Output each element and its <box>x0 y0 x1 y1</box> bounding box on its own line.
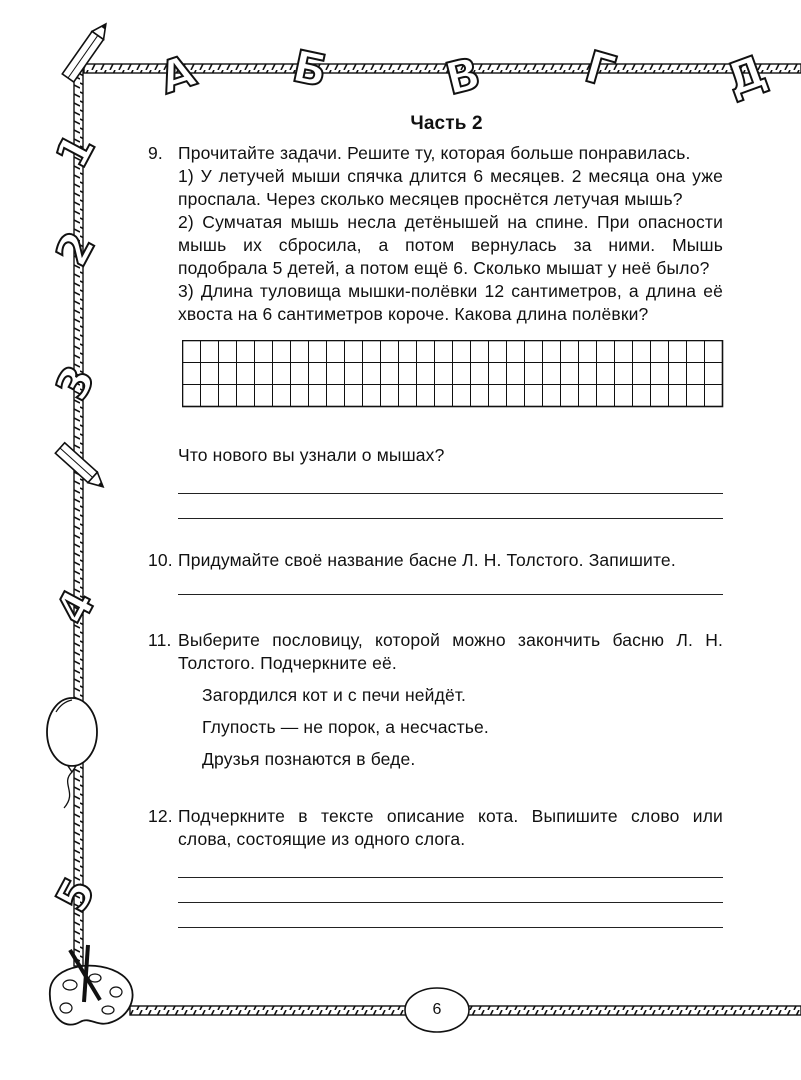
task-9-problem-1: 1) У летучей мыши спячка длится 6 месяцев. 2 месяца она уже проспала. Через сколько месяцев проснётся летучая мышь? <box>178 166 723 209</box>
answer-grid-cells <box>182 340 728 410</box>
balloon-icon <box>47 698 97 808</box>
palette-icon <box>50 945 133 1025</box>
task-9-problem-3: 3) Длина туловища мышки-полёвки 12 сантиметров, а длина её хвоста на 6 сантиметров короче. Какова длина полёвки? <box>178 281 723 324</box>
answer-line[interactable] <box>178 878 723 903</box>
answer-line[interactable] <box>178 903 723 928</box>
header-letter: Г <box>579 41 621 99</box>
header-letter: Б <box>288 40 332 98</box>
left-border <box>74 66 83 966</box>
side-number: 5 <box>46 869 106 921</box>
answer-line[interactable] <box>178 570 723 595</box>
answer-line[interactable] <box>178 853 723 878</box>
task-12-text: Подчеркните в тексте описание кота. Выпишите слово или слова, состоящие из одного слога. <box>178 806 723 849</box>
header-letter: Д <box>719 45 774 107</box>
task-9-problem-2: 2) Сумчатая мышь несла детёнышей на спине. При опасности мышь их сбросила, а потом вернулась за ними. Мышь подобрала 5 детей, а потом ещё 6. Сколько мышат у неё было? <box>178 212 723 278</box>
task-number: 10. <box>148 550 173 570</box>
task-10-text: Придумайте своё название басне Л. Н. Толстого. Запишите. <box>178 550 676 570</box>
part-title: Часть 2 <box>410 113 483 134</box>
side-number: 4 <box>46 581 106 633</box>
task-9-question: Что нового вы узнали о мышах? <box>178 445 445 465</box>
task-number: 11. <box>148 630 172 650</box>
task-10 <box>148 549 723 595</box>
worksheet-content <box>148 112 723 928</box>
task-9-intro: Прочитайте задачи. Решите ту, которая больше понравилась. <box>178 143 691 163</box>
task-number: 9. <box>148 143 163 163</box>
answer-line[interactable] <box>178 494 723 519</box>
task-11 <box>148 629 723 771</box>
task-12 <box>148 805 723 928</box>
task-11-text: Выберите пословицу, которой можно закончить басню Л. Н. Толстого. Подчеркните её. <box>178 630 723 673</box>
side-number: 3 <box>46 357 106 409</box>
proverb-option[interactable]: Загордился кот и с печи нейдёт. <box>202 685 467 705</box>
page-number: 6 <box>432 1001 442 1018</box>
side-number: 1 <box>46 125 106 177</box>
task-9 <box>148 142 723 519</box>
proverb-option[interactable]: Друзья познаются в беде. <box>202 749 416 769</box>
side-number: 2 <box>46 223 106 275</box>
header-letter: В <box>440 47 486 106</box>
answer-line[interactable] <box>178 469 723 494</box>
proverb-option[interactable]: Глупость — не порок, а несчастье. <box>202 717 489 737</box>
header-letter: А <box>153 45 202 105</box>
task-number: 12. <box>148 806 173 826</box>
answer-grid[interactable] <box>182 340 723 416</box>
